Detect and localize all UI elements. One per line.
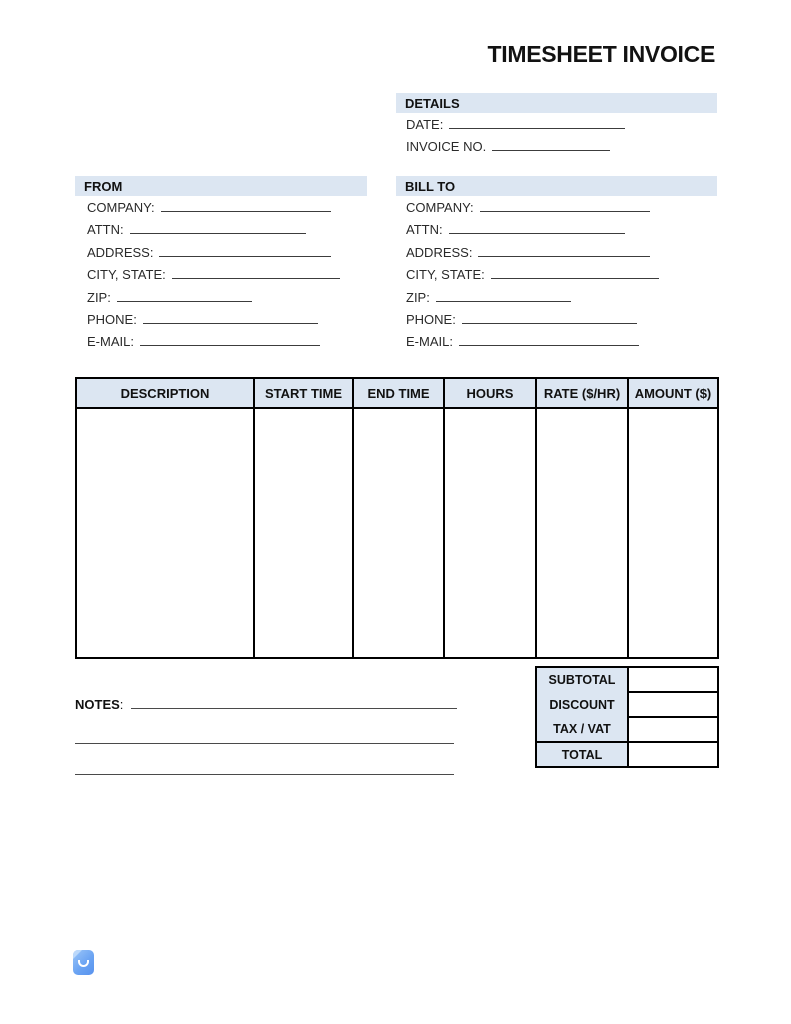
bill-to-attn-row <box>406 222 717 244</box>
from-fields <box>75 200 367 357</box>
total-row <box>536 742 718 767</box>
notes-label: NOTES <box>75 697 120 712</box>
from-company-label: COMPANY: <box>87 200 155 215</box>
subtotal-value-cell[interactable] <box>628 667 718 692</box>
discount-row <box>536 692 718 717</box>
from-company-input-line[interactable] <box>161 200 331 212</box>
from-city-state-input-line[interactable] <box>172 267 340 279</box>
tax-vat-row <box>536 717 718 742</box>
line-items-table <box>75 377 719 659</box>
tax-vat-label: TAX / VAT <box>536 717 628 742</box>
from-address-label: ADDRESS: <box>87 244 154 260</box>
from-zip-row <box>87 290 367 312</box>
bill-to-zip-input-line[interactable] <box>436 290 571 302</box>
bill-to-address-label: ADDRESS: <box>406 244 473 260</box>
notes-colon: : <box>119 697 124 712</box>
details-section <box>396 93 717 162</box>
summary-table <box>535 666 719 768</box>
notes-label-row <box>75 697 457 712</box>
date-label: DATE: <box>406 117 444 132</box>
description-cell[interactable] <box>76 408 254 658</box>
from-phone-row <box>87 312 367 334</box>
column-header-hours: HOURS <box>444 378 536 408</box>
from-zip-input-line[interactable] <box>117 290 252 302</box>
from-attn-row <box>87 222 367 244</box>
bill-to-header: BILL TO <box>396 176 717 196</box>
bill-to-phone-row <box>406 312 717 334</box>
logo-fold-corner <box>73 950 82 959</box>
column-header-description: DESCRIPTION <box>76 378 254 408</box>
from-phone-input-line[interactable] <box>143 312 318 324</box>
bill-to-city-state-row <box>406 267 717 289</box>
bill-to-attn-input-line[interactable] <box>449 222 625 234</box>
from-zip-label: ZIP: <box>87 289 111 305</box>
column-header-start-time: START TIME <box>254 378 353 408</box>
rate-cell[interactable] <box>536 408 628 658</box>
page-title: TIMESHEET INVOICE <box>487 41 715 67</box>
bill-to-email-input-line[interactable] <box>459 334 639 346</box>
bill-to-company-label: COMPANY: <box>406 200 474 215</box>
bill-to-zip-row <box>406 290 717 312</box>
subtotal-row <box>536 667 718 692</box>
bill-to-email-label: E-MAIL: <box>406 334 453 350</box>
details-fields <box>396 117 717 162</box>
invoice-no-input-line[interactable] <box>492 139 610 151</box>
notes-input-line-1[interactable] <box>131 697 457 709</box>
items-header-row <box>76 378 718 408</box>
start-time-cell[interactable] <box>254 408 353 658</box>
notes-section <box>75 697 457 712</box>
bill-to-city-state-label: CITY, STATE: <box>406 267 485 283</box>
from-city-state-row <box>87 267 367 289</box>
total-value-cell[interactable] <box>628 742 718 767</box>
logo-smile-mark <box>78 960 89 967</box>
from-section <box>75 176 367 357</box>
from-email-label: E-MAIL: <box>87 334 134 350</box>
amount-cell[interactable] <box>628 408 718 658</box>
date-input-line[interactable] <box>449 117 625 129</box>
from-address-input-line[interactable] <box>159 245 331 257</box>
from-email-input-line[interactable] <box>140 334 320 346</box>
hours-cell[interactable] <box>444 408 536 658</box>
bill-to-zip-label: ZIP: <box>406 289 430 305</box>
discount-label: DISCOUNT <box>536 692 628 717</box>
details-header: DETAILS <box>396 93 717 113</box>
end-time-cell[interactable] <box>353 408 444 658</box>
bill-to-address-row <box>406 245 717 267</box>
from-city-state-label: CITY, STATE: <box>87 267 166 283</box>
notes-input-line-2[interactable] <box>75 743 454 744</box>
invoice-no-label: INVOICE NO. <box>406 139 487 155</box>
items-entry-row <box>76 408 718 658</box>
column-header-amount: AMOUNT ($) <box>628 378 718 408</box>
from-phone-label: PHONE: <box>87 311 137 327</box>
bill-to-phone-input-line[interactable] <box>462 312 637 324</box>
from-attn-input-line[interactable] <box>130 222 306 234</box>
bill-to-section <box>396 176 717 357</box>
notes-input-line-3[interactable] <box>75 774 454 775</box>
bill-to-address-input-line[interactable] <box>478 245 650 257</box>
bill-to-email-row <box>406 334 717 356</box>
from-email-row <box>87 334 367 356</box>
bill-to-phone-label: PHONE: <box>406 311 456 327</box>
column-header-end-time: END TIME <box>353 378 444 408</box>
bill-to-company-row <box>406 200 717 222</box>
tax-vat-value-cell[interactable] <box>628 717 718 742</box>
date-field-row <box>406 117 717 139</box>
total-label: TOTAL <box>536 742 628 767</box>
from-address-row <box>87 245 367 267</box>
bill-to-company-input-line[interactable] <box>480 200 650 212</box>
from-company-row <box>87 200 367 222</box>
bill-to-city-state-input-line[interactable] <box>491 267 659 279</box>
invoice-no-field-row <box>406 139 717 161</box>
bill-to-attn-label: ATTN: <box>406 222 443 238</box>
from-attn-label: ATTN: <box>87 222 124 238</box>
bill-to-fields <box>396 200 717 357</box>
column-header-rate: RATE ($/HR) <box>536 378 628 408</box>
discount-value-cell[interactable] <box>628 692 718 717</box>
document-smile-logo-icon <box>73 950 94 975</box>
subtotal-label: SUBTOTAL <box>536 667 628 692</box>
from-header: FROM <box>75 176 367 196</box>
